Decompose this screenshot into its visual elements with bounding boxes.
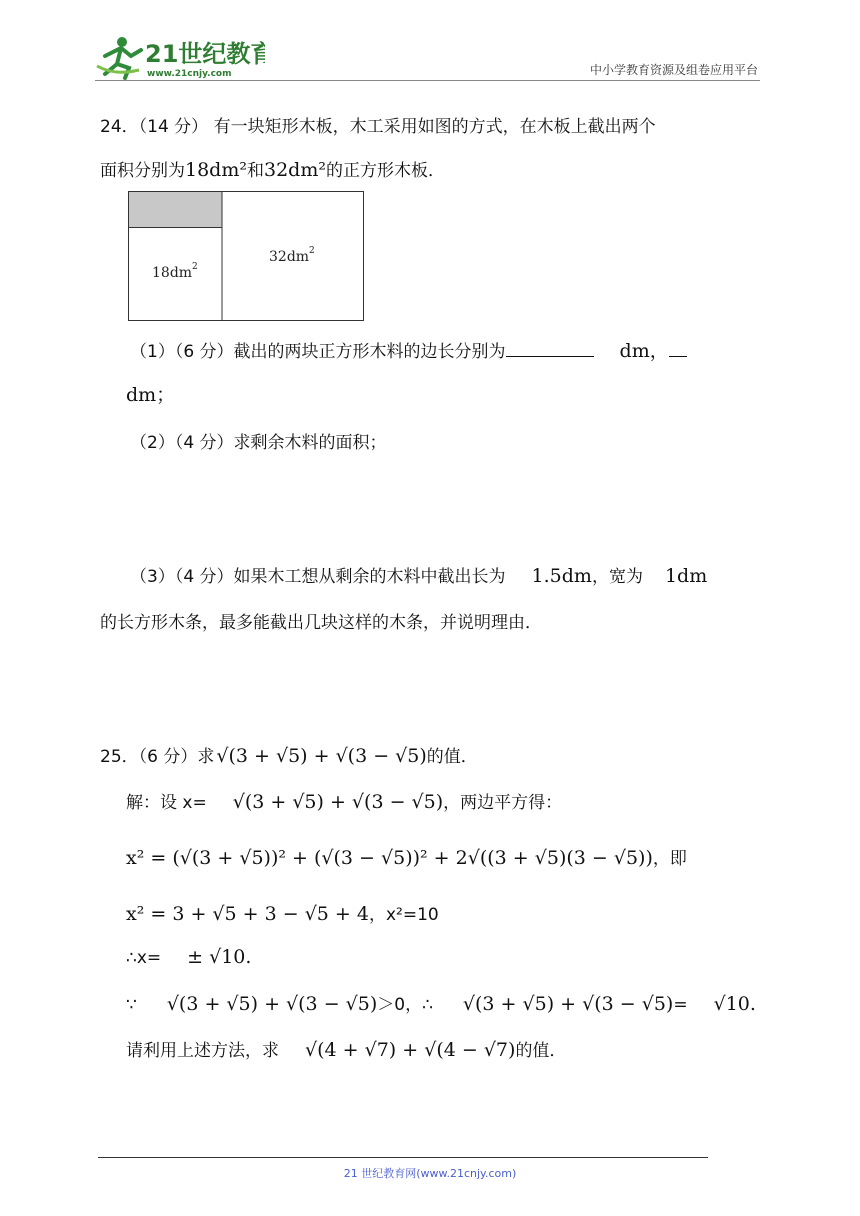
q25-eq1: x² = (√(3 + √5))² + (√(3 − √5))² + 2√((3 + √5)(3 − √5))，即 — [126, 847, 687, 869]
footer-text: 21 世纪教育网(www.21cnjy.com) — [343, 1167, 517, 1180]
svg-text:2: 2 — [192, 262, 198, 272]
leftover-region — [129, 192, 223, 228]
runner-icon — [97, 37, 141, 78]
q24-part3: （3）（4 分）如果木工想从剩余的木料中截出长为 1.5dm，宽为 1dm — [130, 565, 708, 587]
answer-blank-2[interactable] — [669, 356, 687, 357]
q25-solution-intro: 解：设 x= √(3 + √5) + √(3 − √5)，两边平方得： — [126, 791, 563, 813]
board-figure — [128, 191, 364, 321]
q25-eq2: x² = 3 + √5 + 3 − √5 + 4，x²=10 — [126, 903, 439, 925]
q25-line1: 25．（6 分）求 √(3 + √5) + √(3 − √5)的值． — [100, 745, 478, 767]
label-32: 32dm — [269, 249, 310, 265]
label-18: 18dm — [152, 265, 193, 281]
q24-part2: （2）（4 分）求剩余木料的面积； — [130, 433, 387, 453]
expr-ask: √(4 + √7) + √(4 − √7) — [305, 1039, 516, 1061]
q24-part1: （1）（6 分）截出的两块正方形木料的边长分别为 dm， — [130, 336, 687, 363]
svg-text:2: 2 — [309, 246, 315, 256]
q24-line2: 面积分别为18dm²和32dm²的正方形木板． — [100, 159, 445, 181]
q24-part3-cont: 的长方形木条，最多能截出几块这样的木条，并说明理由． — [100, 613, 542, 633]
area-18: 18dm² — [185, 159, 247, 181]
logo-url: www.21cnjy.com — [147, 69, 232, 79]
site-logo — [95, 34, 265, 80]
expr-main: √(3 + √5) + √(3 − √5) — [216, 745, 427, 767]
q25-therefore: ∴x= ± √10. — [126, 946, 252, 968]
area-32: 32dm² — [263, 159, 326, 181]
footer-divider — [98, 1157, 708, 1158]
q24-part1-unit2: dm； — [126, 384, 176, 406]
q25-because: ∵ √(3 + √5) + √(3 − √5)＞0，∴ √(3 + √5) + √(3 − √5)= √10. — [126, 993, 756, 1015]
q25-ask: 请利用上述方法，求 √(4 + √7) + √(4 − √7)的值． — [126, 1039, 567, 1061]
header-divider — [95, 80, 760, 81]
header-platform-text: 中小学教育资源及组卷应用平台 — [589, 63, 758, 77]
q24-line1: 24．（14 分） 有一块矩形木板，木工采用如图的方式，在木板上截出两个 — [100, 117, 656, 137]
logo-text: 21世纪教育 — [145, 40, 265, 68]
answer-blank-1[interactable] — [506, 356, 594, 357]
